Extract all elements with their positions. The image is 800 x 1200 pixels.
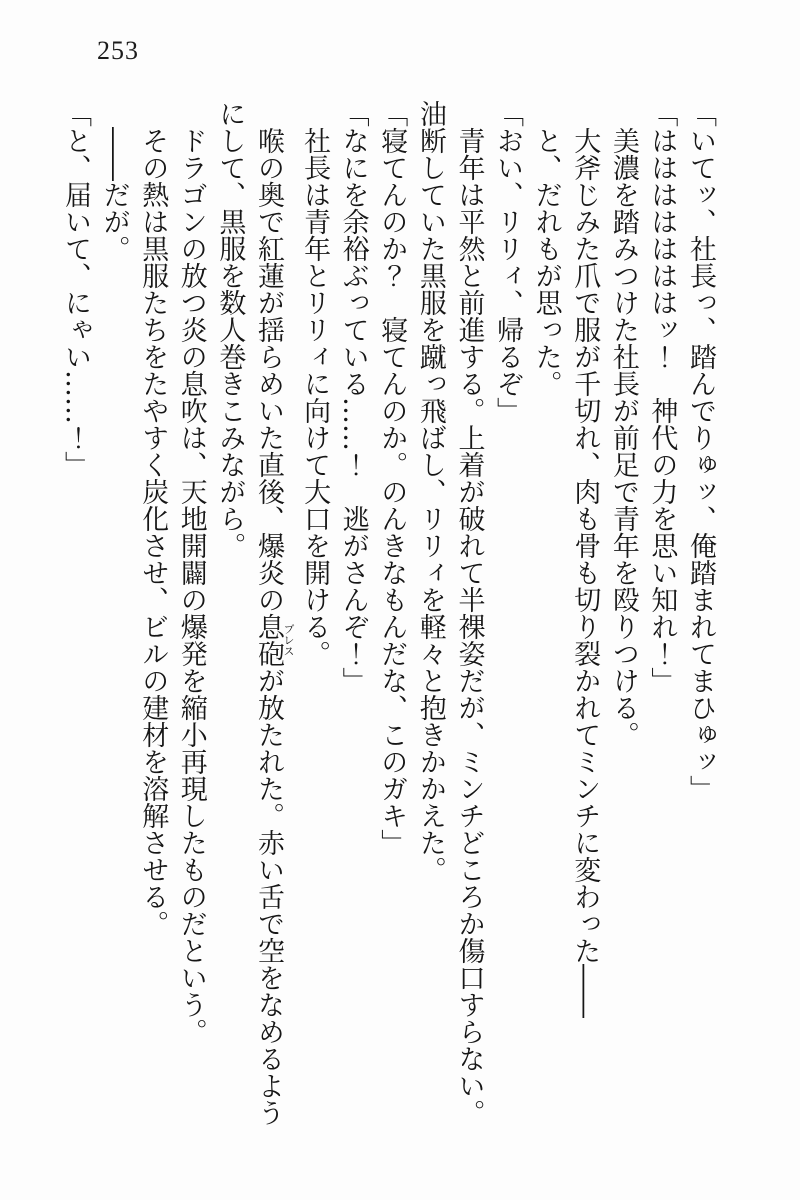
ruby-base: 息砲 <box>252 613 284 667</box>
paragraph-narration: 美濃を踏みつけた社長が前足で青年を殴りつける。 <box>607 127 639 748</box>
paragraph-narration-with-ruby <box>210 100 295 1132</box>
paragraph-dialogue: 「と、届いて、にゃい……！」 <box>60 100 91 478</box>
paragraph-dialogue: 「寝てんのか？ 寝てんのか。のんきなもんだな、このガキ」 <box>376 100 408 856</box>
ruby-word-breath <box>252 613 295 667</box>
paragraph-dialogue: 「いてッ、社長っ、踏んでりゅッ、俺踏まれてまひゅッ」 <box>685 100 716 802</box>
paragraph-narration: 大斧じみた爪で服が千切れ、肉も骨も切り裂かれてミンチに変わった―― <box>569 127 601 1018</box>
ruby-pre-text: 喉の奥で紅蓮が揺らめいた直後、爆炎の <box>252 127 284 613</box>
page-number: 253 <box>97 36 139 65</box>
paragraph-narration: ドラゴンの放つ炎の息吹は、天地開闢の爆発を縮小再現したものだという。 <box>175 127 207 1045</box>
paragraph-dialogue: 「なにを余裕ぶっている……！ 逃がさんぞ！」 <box>337 100 369 694</box>
paragraph-dialogue: 「おい、リリィ、帰るぞ」 <box>492 100 524 424</box>
ruby-annotation: ブレス <box>281 613 295 667</box>
paragraph-narration: 青年は平然と前進する。上着が破れて半裸姿だが、ミンチどころか傷口すらない。油断していた黒服を蹴っ飛ばし、リリィを軽々と抱きかかえた。 <box>414 100 485 1126</box>
paragraph-narration: 社長は青年とリリィに向けて大口を開ける。 <box>299 127 331 667</box>
vertical-text-block <box>55 100 719 1132</box>
paragraph-narration: その熱は黒服たちをたやすく炭化させ、ビルの建材を溶解させる。 <box>137 127 169 937</box>
paragraph-dialogue: 「はははははははッ！ 神代の力を思い知れ！」 <box>646 100 678 694</box>
ruby-post-text: が放たれた。赤い舌で空をなめるようにして、黒服を数人巻きこみながら。 <box>214 100 284 1126</box>
paragraph-narration: ――だが。 <box>98 127 130 262</box>
paragraph-narration: と、だれもが思った。 <box>530 127 562 397</box>
